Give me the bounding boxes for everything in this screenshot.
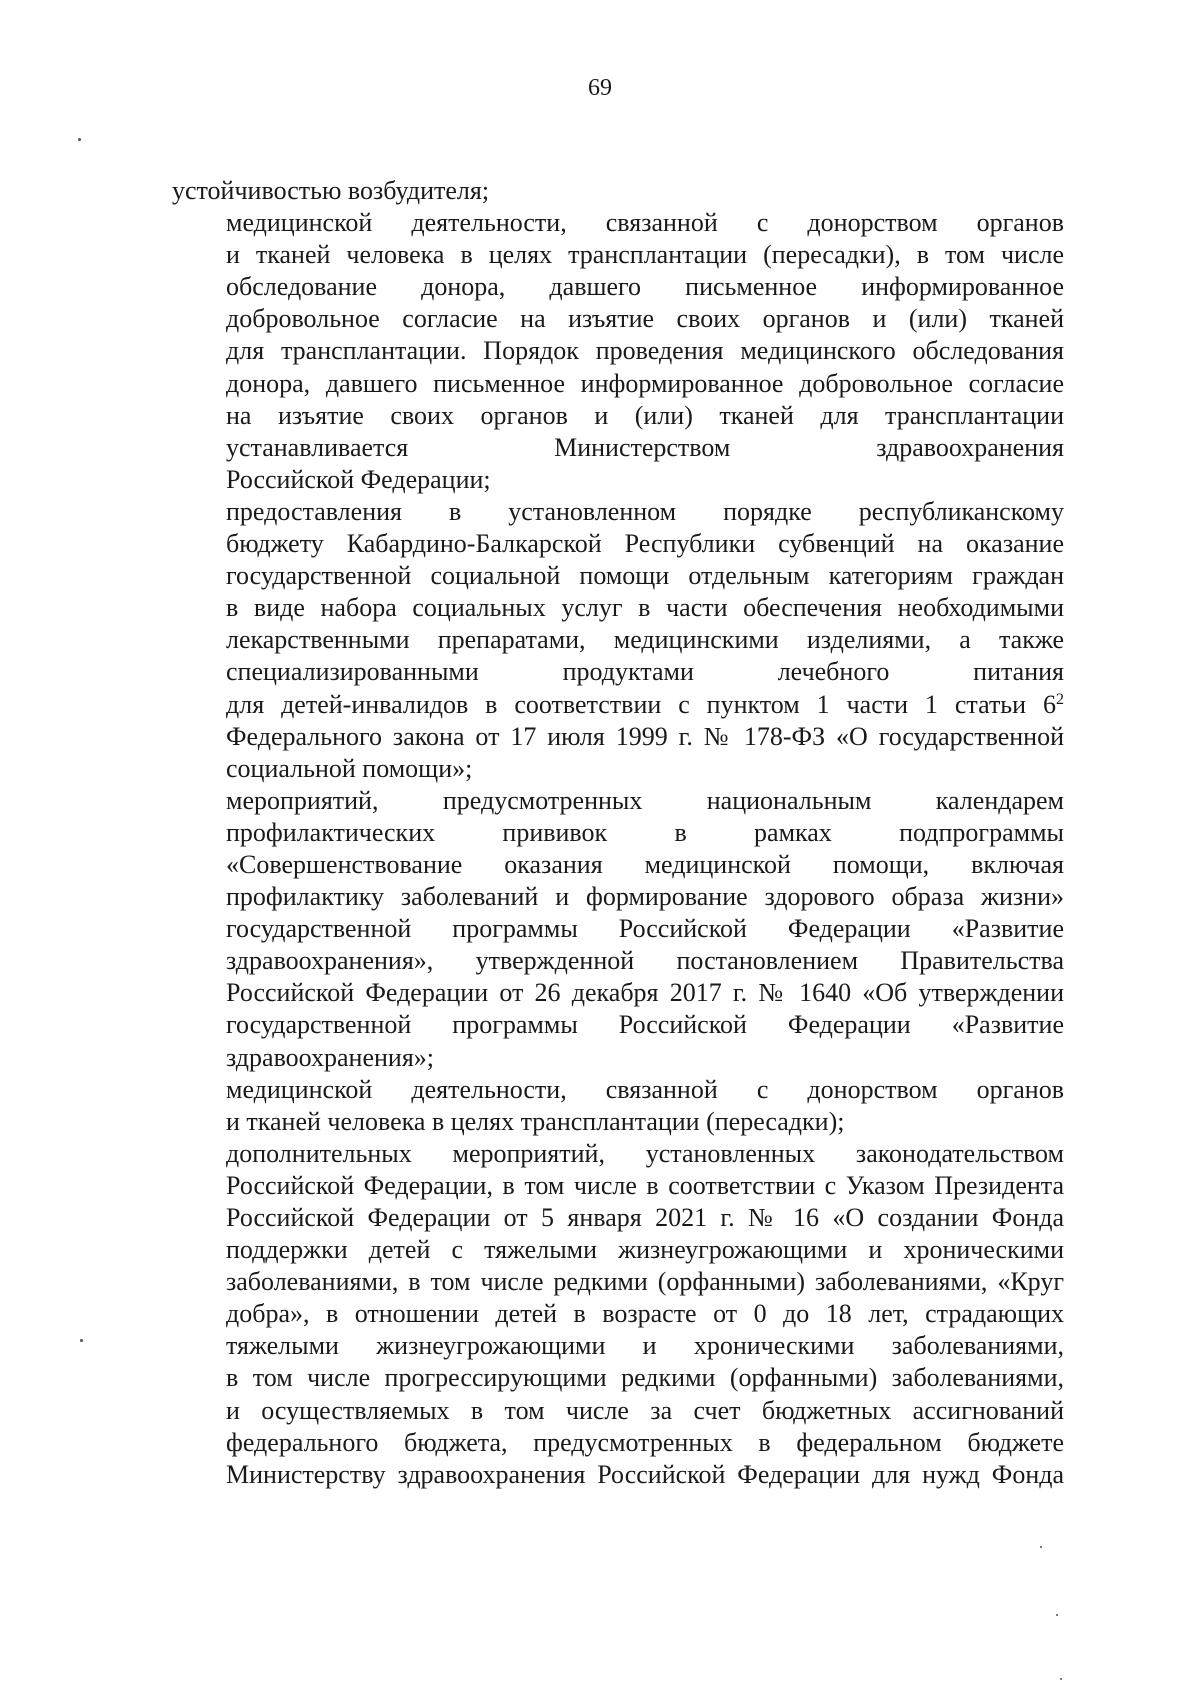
- text-line: заболеваниями, в том числе редкими (орфанными) заболеваниями, «Круг: [226, 1267, 1064, 1297]
- text-line: предоставления в установленном порядке республиканскому: [226, 496, 1064, 526]
- text-line: Российской Федерации от 26 декабря 2017 г. № 1640 «Об утверждении: [226, 978, 1064, 1008]
- text-line: здравоохранения»;: [226, 1042, 435, 1072]
- superscript: 2: [1056, 690, 1064, 708]
- text-line: на изъятие своих органов и (или) тканей для трансплантации: [226, 400, 1064, 430]
- paragraph-continuation: [172, 175, 1064, 207]
- text-line: мероприятий, предусмотренных национальным календарем: [226, 785, 1064, 815]
- text-line: и осуществляемых в том числе за счет бюджетных ассигнований: [226, 1395, 1064, 1425]
- text-line: донора, давшего письменное информированное добровольное согласие: [226, 368, 1064, 398]
- text-line: здравоохранения», утвержденной постановлением Правительства: [226, 946, 1064, 976]
- text-line: Федерального закона от 17 июля 1999 г. № 178-ФЗ «О государственной: [226, 721, 1064, 751]
- text-line: тяжелыми жизнеугрожающими и хроническими заболеваниями,: [226, 1331, 1064, 1361]
- scan-speck: [1040, 1546, 1042, 1548]
- text-line: добра», в отношении детей в возрасте от 0 до 18 лет, страдающих: [226, 1299, 1064, 1329]
- text-line: «Совершенствование оказания медицинской помощи, включая: [226, 849, 1064, 879]
- scan-speck: [78, 138, 81, 141]
- text-line: в том числе прогрессирующими редкими (орфанными) заболеваниями,: [226, 1363, 1064, 1393]
- text-segment: для детей-инвалидов в соответствии с пунктом 1 части 1 статьи 6: [226, 689, 1056, 719]
- paragraph-donor-examination: [172, 207, 1064, 496]
- scan-speck: [1056, 1614, 1058, 1616]
- page-number: 69: [588, 75, 612, 101]
- paragraph-donation-activity: [172, 1074, 1064, 1138]
- paragraph-additional-measures: [172, 1138, 1064, 1491]
- scan-speck: [1060, 1678, 1062, 1680]
- text-line: медицинской деятельности, связанной с донорством органов: [226, 208, 1064, 238]
- text-line: Российской Федерации;: [226, 464, 491, 494]
- text-line: профилактических прививок в рамках подпрограммы: [226, 817, 1064, 847]
- text-line: государственной социальной помощи отдельным категориям граждан: [226, 561, 1064, 591]
- text-line: социальной помощи»;: [226, 753, 473, 783]
- text-line: лекарственными препаратами, медицинскими изделиями, а также: [226, 625, 1064, 655]
- text-line: Российской Федерации, в том числе в соответствии с Указом Президента: [226, 1170, 1064, 1200]
- text-line-with-superscript: [172, 689, 1064, 721]
- document-body: [172, 175, 1064, 1491]
- scan-speck: [80, 1339, 83, 1342]
- text-line: дополнительных мероприятий, установленных законодательством: [226, 1138, 1064, 1168]
- text-line: федерального бюджета, предусмотренных в федеральном бюджете: [226, 1427, 1064, 1457]
- text-line: устанавливается Министерством здравоохранения: [226, 432, 1064, 462]
- text-line: государственной программы Российской Федерации «Развитие: [226, 1010, 1064, 1040]
- paragraph-vaccination-calendar: [172, 785, 1064, 1074]
- text-line: профилактику заболеваний и формирование здорового образа жизни»: [226, 882, 1064, 912]
- text-line: Министерству здравоохранения Российской Федерации для нужд Фонда: [226, 1459, 1064, 1489]
- text-line: добровольное согласие на изъятие своих органов и (или) тканей: [226, 304, 1064, 334]
- text-line: обследование донора, давшего письменное информированное: [226, 272, 1064, 302]
- text-line: и тканей человека в целях трансплантации (пересадки);: [226, 1106, 845, 1136]
- paragraph-subventions: [172, 496, 1064, 785]
- text-line: для трансплантации. Порядок проведения медицинского обследования: [226, 336, 1064, 366]
- text-line: поддержки детей с тяжелыми жизнеугрожающими и хроническими: [226, 1235, 1064, 1265]
- text-line: специализированными продуктами лечебного питания: [226, 657, 1064, 687]
- text-line: и тканей человека в целях трансплантации (пересадки), в том числе: [226, 240, 1064, 270]
- text-line: устойчивостью возбудителя;: [172, 176, 490, 205]
- text-line: в виде набора социальных услуг в части обеспечения необходимыми: [226, 593, 1064, 623]
- text-line: государственной программы Российской Федерации «Развитие: [226, 914, 1064, 944]
- text-line: бюджету Кабардино-Балкарской Республики субвенций на оказание: [226, 529, 1064, 559]
- text-line: медицинской деятельности, связанной с донорством органов: [226, 1074, 1064, 1104]
- text-line: Российской Федерации от 5 января 2021 г. № 16 «О создании Фонда: [226, 1203, 1064, 1232]
